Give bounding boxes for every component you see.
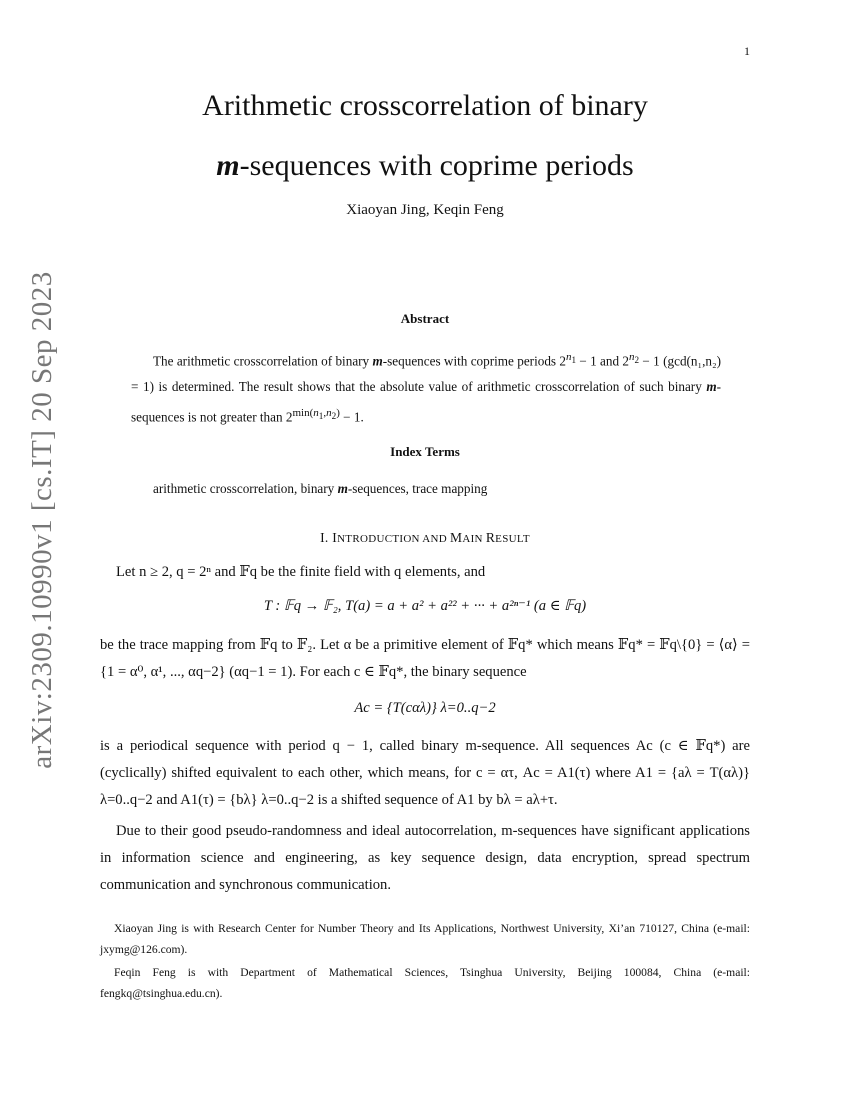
abstract-part: (gcd(n₁,n₂) = 1) is determined. The result shows that the absolute value of arithmetic crosscorrelation of such binary <box>131 353 722 395</box>
authors: Xiaoyan Jing, Keqin Feng <box>346 202 504 218</box>
section-title-part: I <box>332 530 338 545</box>
abstract-heading: Abstract <box>400 311 450 326</box>
section-heading <box>100 530 750 546</box>
section-number: I. <box>320 530 333 545</box>
title-line-1: Arithmetic crosscorrelation of binary <box>202 89 648 122</box>
page-number: 1 <box>744 44 750 58</box>
section-title-part: NTRODUCTION AND <box>337 533 451 545</box>
footnote-1: Xiaoyan Jing is with Research Center for Number Theory and Its Applications, Northwest University, Xi’an 710127, China (e-mail: jxymg@126.com). <box>100 922 750 956</box>
paragraph-4: Due to their good pseudo-randomness and ideal autocorrelation, m-sequences have significant applications in information science and engineering, as key sequence design, data encryption, spread spectrum communication and synchronous communication. <box>100 823 750 893</box>
abstract-part: -sequences is not greater than 2 <box>131 379 721 425</box>
paragraph-2: be the trace mapping from 𝔽q to 𝔽₂. Let α be a primitive element of 𝔽q* which means 𝔽q* = 𝔽q\{0} = ⟨α⟩ = {1 = α⁰, α¹, ..., αq−2} (αq−1 = 1). For each c ∈ 𝔽q*, the binary sequence <box>100 637 750 680</box>
abstract-part: − 1. <box>339 409 364 425</box>
index-terms-heading: Index Terms <box>390 444 460 459</box>
footnote-2: Feqin Feng is with Department of Mathematical Sciences, Tsinghua University, Beijing 100084, China (e-mail: fengkq@tsinghua.edu.cn). <box>100 966 750 1000</box>
arxiv-stamp: arXiv:2309.10990v1 [cs.IT] 20 Sep 2023 <box>26 271 58 769</box>
section-title-part: AIN <box>462 533 486 545</box>
abstract-text: The arithmetic crosscorrelation of binary m-sequences with coprime periods $2^{n_1} - 1$ and $2^{n_2} - 1$ (gcd(n₁,n₂) = 1) is determined. The result shows that the absolute value of arithmetic crosscorrelation of such binary m-sequences is not greater than $2^{min(n_1,n_2)} - 1$. <box>131 351 722 425</box>
section-title-part: ESULT <box>495 533 530 545</box>
index-terms-text: arithmetic crosscorrelation, binary m-sequences, trace mapping <box>153 481 488 496</box>
abstract-part: The arithmetic crosscorrelation of binary <box>153 353 373 369</box>
paragraph-3: is a periodical sequence with period q − 1, called binary m-sequence. All sequences Ac (c ∈ 𝔽q*) are (cyclically) shifted equivalent to each other, which means, for c = ατ, Ac = A1(τ) where A1 = {aλ = T(αλ)} λ=0..q−2 and A1(τ) = {bλ} λ=0..q−2 is a shifted sequence of A1 by bλ = aλ+τ. <box>100 738 750 808</box>
paragraph-1: Let n ≥ 2, q = 2ⁿ and 𝔽q be the finite field with q elements, and <box>116 564 486 580</box>
equation-trace: T : 𝔽q → 𝔽₂, T(a) = a + a² + a²² + ··· + a²ⁿ⁻¹ (a ∈ 𝔽q) <box>263 598 587 614</box>
section-title-part: R <box>485 530 496 545</box>
keywords-part: arithmetic crosscorrelation, binary <box>153 481 338 496</box>
abstract-part: -sequences with coprime periods 2 <box>382 353 566 369</box>
title-line-2 <box>100 136 750 196</box>
title-line-2-rest: -sequences with coprime periods <box>239 149 634 182</box>
paper-title <box>100 76 750 196</box>
title-m: m <box>216 149 240 182</box>
keywords-part: -sequences, trace mapping <box>347 481 488 496</box>
equation-sequence: Ac = {T(cαλ)} λ=0..q−2 <box>354 700 496 716</box>
section-title-part: M <box>450 530 463 545</box>
